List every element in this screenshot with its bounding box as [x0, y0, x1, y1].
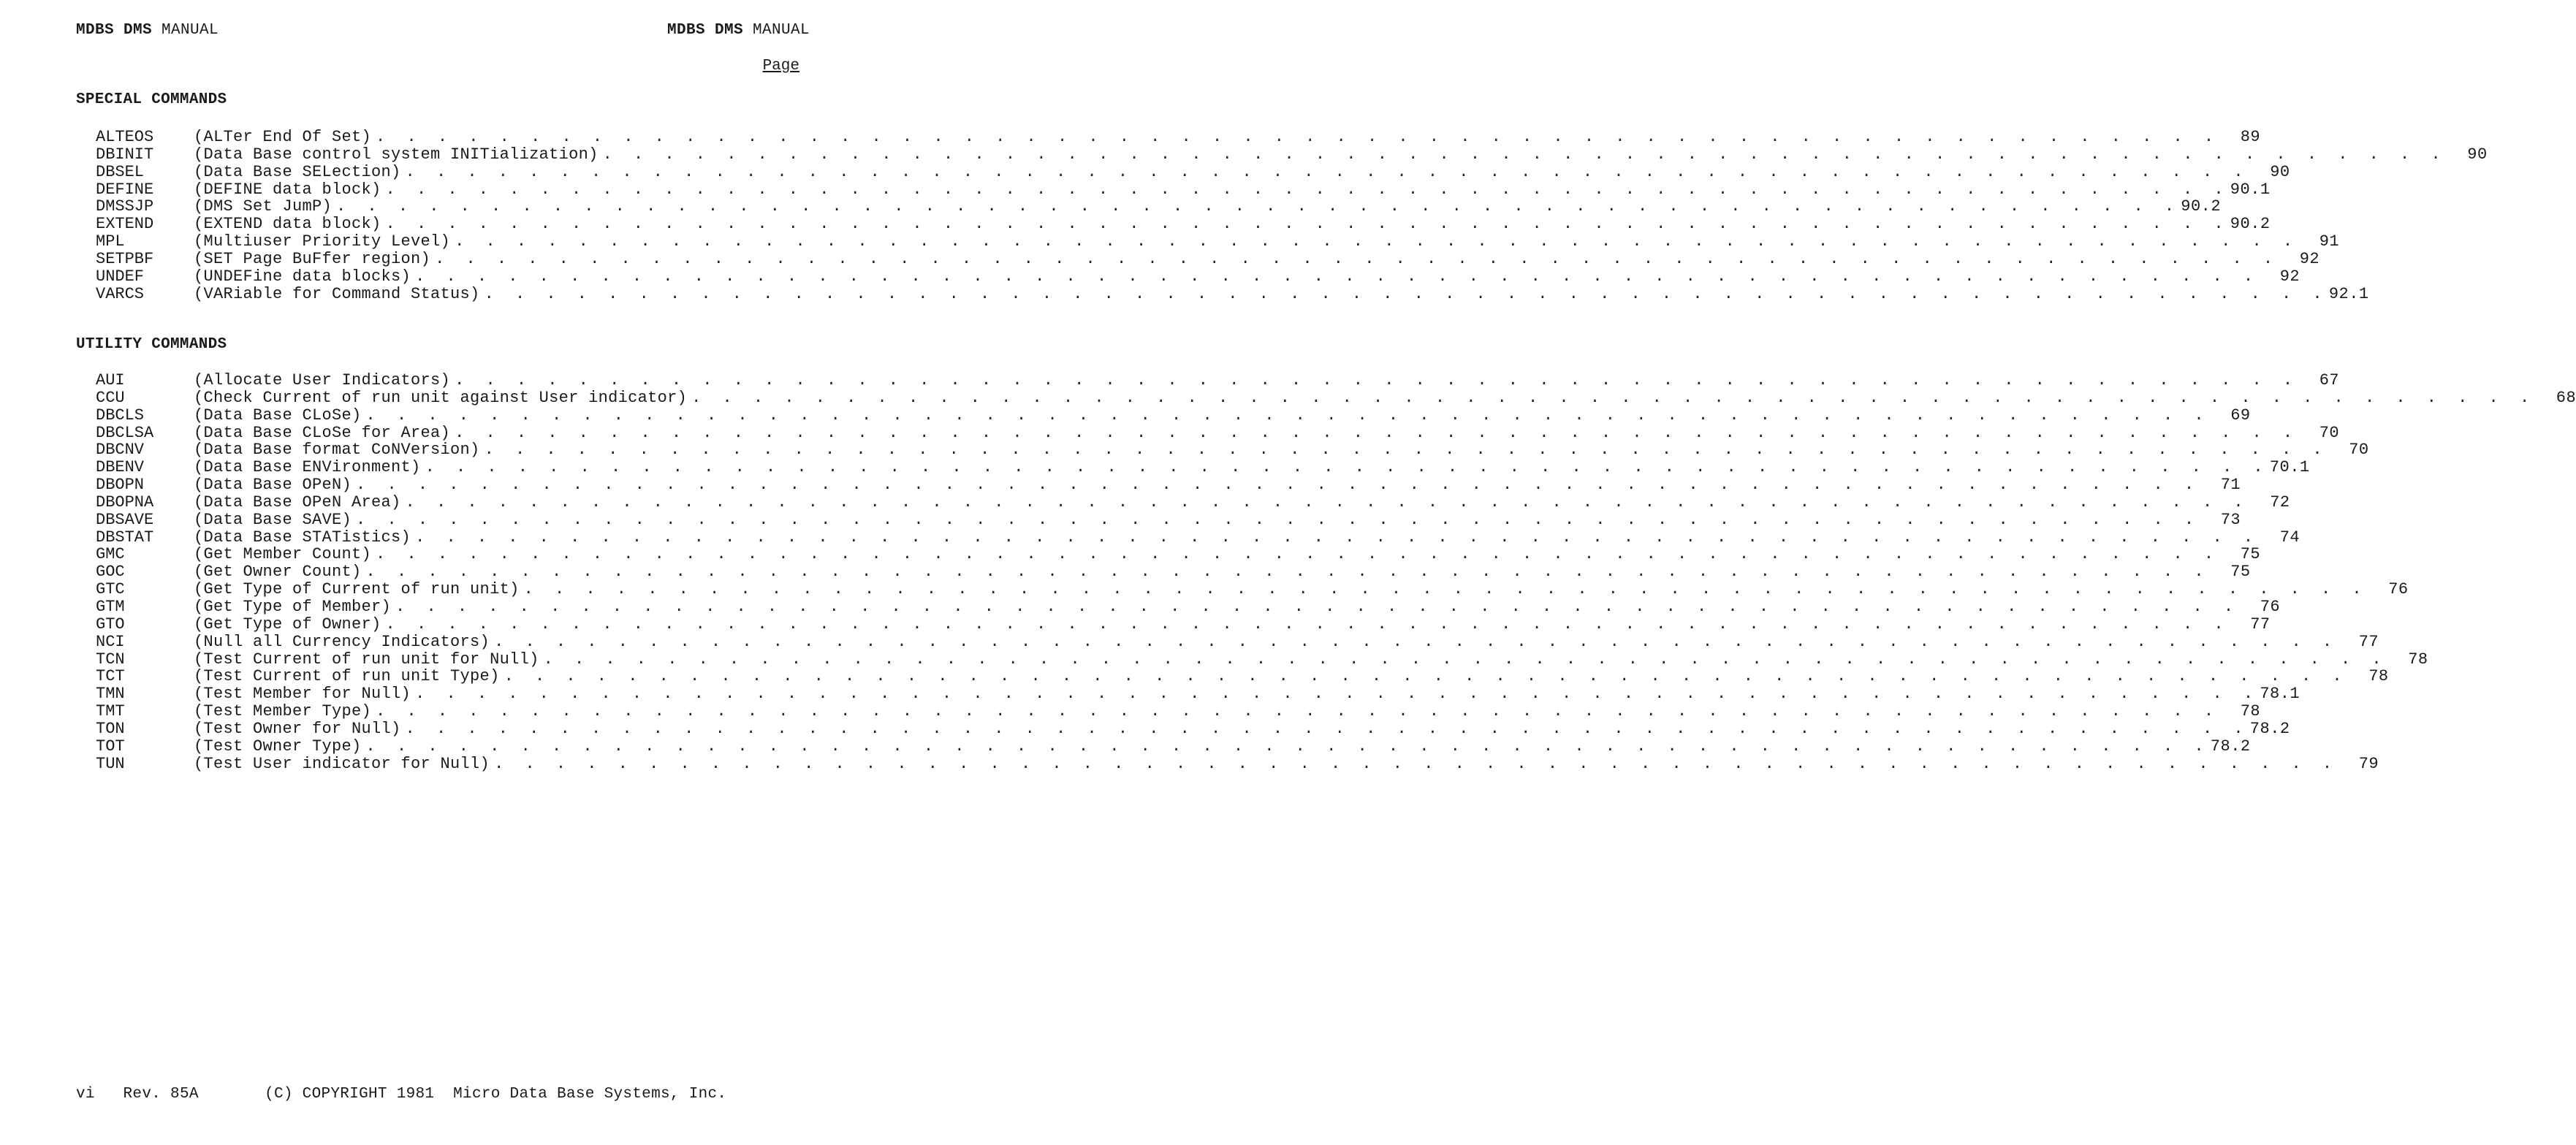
- toc-entry: [96, 284, 2369, 303]
- toc-entry: [96, 510, 2241, 529]
- toc-entry: [96, 197, 2222, 216]
- leader-dots: . . . . . . . . . . . . . . . . . . . . . . . . . . . . . . . . . . . . . . . . . . . . . . . . . . . . . . . . . . . .: [494, 632, 2338, 651]
- page-number: 69: [2230, 406, 2251, 425]
- command-name: TON: [96, 719, 125, 738]
- command-name: GTC: [96, 580, 125, 599]
- page-number: 78.1: [2260, 685, 2300, 704]
- leader-dots: . . . . . . . . . . . . . . . . . . . . . . . . . . . . . . . . . . . . . . . . . . . . . . . . . . . . . . . . . . . .: [385, 215, 2230, 234]
- page-number: 67: [2319, 371, 2340, 389]
- toc-entry: [96, 145, 2488, 164]
- toc-entry: [96, 737, 2251, 756]
- leader-dots: . . . . . . . . . . . . . . . . . . . . . . . . . . . . . . . . . . . . . . . . . . . . . . . . . . . . . . . . . . . .: [385, 615, 2230, 634]
- header-right-rest: MANUAL: [752, 22, 810, 39]
- leader-dots: . . . . . . . . . . . . . . . . . . . . . . . . . . . . . . . . . . . . . . . . . . . . . . . . . . . . . . . . . . . .: [365, 563, 2210, 582]
- leader-dots: . . . . . . . . . . . . . . . . . . . . . . . . . . . . . . . . . . . . . . . . . . . . . . . . . . . . . . . . . . . .: [365, 406, 2210, 425]
- header-right-bold: MDBS DMS: [666, 22, 743, 39]
- command-name: NCI: [96, 632, 125, 651]
- command-name: TCT: [96, 667, 125, 686]
- page-number: 76: [2260, 597, 2281, 616]
- toc-entry: [96, 215, 2271, 234]
- command-name: TMT: [96, 702, 125, 721]
- leader-dots: . . . . . . . . . . . . . . . . . . . . . . . . . . . . . . . . . . . . . . . . . . . . . . . . . . . . . . . . . . . .: [455, 232, 2299, 251]
- leader-dots: . . . . . . . . . . . . . . . . . . . . . . . . . . . . . . . . . . . . . . . . . . . . . . . . . . . . . . . . . . . .: [435, 249, 2279, 268]
- leader-dots: . . . . . . . . . . . . . . . . . . . . . . . . . . . . . . . . . . . . . . . . . . . . . . . . . . . . . . . . . . . .: [385, 180, 2230, 199]
- toc-entry: [96, 441, 2369, 460]
- leader-dots: . . . . . . . . . . . . . . . . . . . . . . . . . . . . . . . . . . . . . . . . . . . . . . . . . . . . . . . . . . . .: [365, 737, 2210, 756]
- command-name: TCN: [96, 650, 125, 669]
- footer-copyright: (C) COPYRIGHT 1981: [265, 1086, 435, 1103]
- command-description: (Get Type of Member): [194, 597, 392, 616]
- page-number: 77: [2358, 632, 2379, 651]
- command-description: (VARiable for Command Status): [194, 284, 480, 303]
- command-name: DBOPNA: [96, 492, 154, 511]
- toc-entry: [96, 667, 2389, 686]
- leader-dots: . . . . . . . . . . . . . . . . . . . . . . . . . . . . . . . . . . . . . . . . . . . . . . . . . . . . . . . . . . . .: [523, 580, 2368, 599]
- leader-dots: . . . . . . . . . . . . . . . . . . . . . . . . . . . . . . . . . . . . . . . . . . . . . . . . . . . . . . . . . . . .: [395, 597, 2240, 616]
- leader-dots: . . . . . . . . . . . . . . . . . . . . . . . . . . . . . . . . . . . . . . . . . . . . . . . . . . . . . . . . . . . .: [494, 754, 2338, 773]
- page-number: 68: [2556, 388, 2576, 407]
- command-name: GMC: [96, 545, 125, 564]
- command-description: (Data Base OPeN): [194, 476, 352, 495]
- command-name: AUI: [96, 371, 125, 389]
- command-name: ALTEOS: [96, 128, 154, 146]
- command-description: (Data Base STATistics): [194, 528, 411, 547]
- leader-dots: . . . . . . . . . . . . . . . . . . . . . . . . . . . . . . . . . . . . . . . . . . . . . . . . . . . . . . . . . . . .: [602, 145, 2447, 164]
- command-description: (UNDEFine data blocks): [194, 267, 411, 286]
- toc-entry: [96, 719, 2290, 738]
- leader-dots: . . . . . . . . . . . . . . . . . . . . . . . . . . . . . . . . . . . . . . . . . . . . . . . . . . . . . . . . . . . .: [376, 128, 2220, 146]
- command-name: GOC: [96, 563, 125, 582]
- page-number: 76: [2388, 580, 2409, 599]
- command-name: DBCLS: [96, 406, 145, 425]
- leader-dots: . . . . . . . . . . . . . . . . . . . . . . . . . . . . . . . . . . . . . . . . . . . . . . . . . . . . . . . . . . . .: [691, 388, 2536, 407]
- toc-entry: [96, 702, 2261, 721]
- header-left-rest: MANUAL: [162, 22, 219, 39]
- command-name: DBINIT: [96, 145, 154, 164]
- command-description: (Data Base control system INITialization): [194, 145, 599, 164]
- toc-entry: [96, 249, 2320, 268]
- toc-entry: [96, 388, 2576, 407]
- command-description: (EXTEND data block): [194, 215, 381, 234]
- command-description: (Get Type of Owner): [194, 615, 381, 634]
- leader-dots: . . . . . . . . . . . . . . . . . . . . . . . . . . . . . . . . . . . . . . . . . . . . . . . . . . . . . . . . . . . .: [336, 197, 2181, 216]
- page-number: 90: [2270, 162, 2290, 181]
- leader-dots: . . . . . . . . . . . . . . . . . . . . . . . . . . . . . . . . . . . . . . . . . . . . . . . . . . . . . . . . . . . .: [455, 371, 2299, 389]
- footer-company: Micro Data Base Systems, Inc.: [453, 1086, 727, 1103]
- command-description: (Data Base format CoNVersion): [194, 441, 480, 460]
- command-name: CCU: [96, 388, 125, 407]
- leader-dots: . . . . . . . . . . . . . . . . . . . . . . . . . . . . . . . . . . . . . . . . . . . . . . . . . . . . . . . . . . . .: [543, 650, 2387, 669]
- leader-dots: . . . . . . . . . . . . . . . . . . . . . . . . . . . . . . . . . . . . . . . . . . . . . . . . . . . . . . . . . . . .: [415, 528, 2260, 547]
- page-number: 91: [2319, 232, 2340, 251]
- header-left-bold: MDBS DMS: [76, 22, 153, 39]
- command-description: (Allocate User Indicators): [194, 371, 451, 389]
- footer-page-number: vi: [76, 1086, 95, 1103]
- toc-entry: [96, 545, 2261, 564]
- command-name: DMSSJP: [96, 197, 154, 216]
- footer-revision: Rev. 85A: [123, 1086, 199, 1103]
- command-description: (DMS Set JumP): [194, 197, 333, 216]
- page-number: 75: [2240, 545, 2261, 564]
- page-number: 90: [2467, 145, 2488, 164]
- toc-entry: [96, 685, 2300, 704]
- leader-dots: . . . . . . . . . . . . . . . . . . . . . . . . . . . . . . . . . . . . . . . . . . . . . . . . . . . . . . . . . . . .: [415, 267, 2260, 286]
- command-description: (Data Base OPeN Area): [194, 492, 401, 511]
- page-number: 78.2: [2210, 737, 2251, 756]
- command-name: VARCS: [96, 284, 145, 303]
- page-column-label: Page: [762, 58, 799, 75]
- special-commands-list: [96, 128, 2488, 303]
- utility-commands-list: [96, 371, 2576, 773]
- running-header-right: [667, 22, 810, 39]
- page-number: 92: [2299, 249, 2320, 268]
- toc-entry: [96, 423, 2340, 442]
- command-name: DBCLSA: [96, 423, 154, 442]
- command-description: (ALTer End Of Set): [194, 128, 372, 146]
- toc-entry: [96, 458, 2310, 477]
- page-number: 78: [2368, 667, 2389, 686]
- page-number: 90.1: [2230, 180, 2271, 199]
- leader-dots: . . . . . . . . . . . . . . . . . . . . . . . . . . . . . . . . . . . . . . . . . . . . . . . . . . . . . . . . . . . .: [425, 458, 2269, 477]
- page-number: 70: [2319, 423, 2340, 442]
- leader-dots: . . . . . . . . . . . . . . . . . . . . . . . . . . . . . . . . . . . . . . . . . . . . . . . . . . . . . . . . . . . .: [415, 685, 2260, 704]
- leader-dots: . . . . . . . . . . . . . . . . . . . . . . . . . . . . . . . . . . . . . . . . . . . . . . . . . . . . . . . . . . . .: [376, 702, 2220, 721]
- command-name: DEFINE: [96, 180, 154, 199]
- page-number: 78: [2240, 702, 2261, 721]
- leader-dots: . . . . . . . . . . . . . . . . . . . . . . . . . . . . . . . . . . . . . . . . . . . . . . . . . . . . . . . . . . . .: [376, 545, 2220, 564]
- command-description: (Test User indicator for Null): [194, 754, 490, 773]
- toc-entry: [96, 162, 2290, 181]
- command-description: (Get Type of Current of run unit): [194, 580, 520, 599]
- command-name: GTO: [96, 615, 125, 634]
- command-description: (DEFINE data block): [194, 180, 381, 199]
- command-name: DBCNV: [96, 441, 145, 460]
- toc-entry: [96, 371, 2340, 389]
- command-description: (SET Page BuFfer region): [194, 249, 431, 268]
- leader-dots: . . . . . . . . . . . . . . . . . . . . . . . . . . . . . . . . . . . . . . . . . . . . . . . . . . . . . . . . . . . .: [484, 441, 2328, 460]
- command-name: DBENV: [96, 458, 145, 477]
- page-number: 70: [2349, 441, 2369, 460]
- command-description: (Null all Currency Indicators): [194, 632, 490, 651]
- toc-entry: [96, 267, 2300, 286]
- page-footer: [76, 1086, 814, 1103]
- toc-entry: [96, 597, 2281, 616]
- command-name: GTM: [96, 597, 125, 616]
- command-description: (Test Member Type): [194, 702, 372, 721]
- leader-dots: . . . . . . . . . . . . . . . . . . . . . . . . . . . . . . . . . . . . . . . . . . . . . . . . . . . . . . . . . . . .: [405, 719, 2249, 738]
- page-number: 92.1: [2328, 284, 2369, 303]
- toc-entry: [96, 406, 2251, 425]
- page-number: 74: [2279, 528, 2300, 547]
- page-number: 90.2: [2181, 197, 2222, 216]
- page-number: 89: [2240, 128, 2261, 146]
- toc-entry: [96, 476, 2241, 495]
- leader-dots: . . . . . . . . . . . . . . . . . . . . . . . . . . . . . . . . . . . . . . . . . . . . . . . . . . . . . . . . . . . .: [356, 476, 2200, 495]
- command-description: (Get Member Count): [194, 545, 372, 564]
- page-number: 73: [2220, 510, 2241, 529]
- page-number: 77: [2250, 615, 2271, 634]
- toc-entry: [96, 492, 2290, 511]
- page-number: 90.2: [2230, 215, 2271, 234]
- toc-entry: [96, 180, 2271, 199]
- page-number: 79: [2358, 754, 2379, 773]
- leader-dots: . . . . . . . . . . . . . . . . . . . . . . . . . . . . . . . . . . . . . . . . . . . . . . . . . . . . . . . . . . . .: [405, 162, 2249, 181]
- section-title-special: SPECIAL COMMANDS: [76, 91, 227, 108]
- leader-dots: . . . . . . . . . . . . . . . . . . . . . . . . . . . . . . . . . . . . . . . . . . . . . . . . . . . . . . . . . . . .: [484, 284, 2328, 303]
- section-title-utility: UTILITY COMMANDS: [76, 336, 227, 353]
- page-number: 78.2: [2249, 719, 2290, 738]
- command-name: DBSTAT: [96, 528, 154, 547]
- command-name: TUN: [96, 754, 125, 773]
- command-name: UNDEF: [96, 267, 145, 286]
- command-name: MPL: [96, 232, 125, 251]
- toc-entry: [96, 580, 2409, 599]
- command-description: (Data Base ENVironment): [194, 458, 421, 477]
- command-description: (Multiuser Priority Level): [194, 232, 451, 251]
- command-name: DBSAVE: [96, 510, 154, 529]
- toc-entry: [96, 528, 2300, 547]
- command-description: (Test Owner for Null): [194, 719, 401, 738]
- toc-entry: [96, 754, 2379, 773]
- toc-entry: [96, 232, 2340, 251]
- page-number: 92: [2279, 267, 2300, 286]
- toc-entry: [96, 650, 2428, 669]
- command-description: (Data Base SELection): [194, 162, 401, 181]
- command-description: (Data Base CLoSe): [194, 406, 362, 425]
- toc-entry: [96, 563, 2251, 582]
- page-number: 70.1: [2269, 458, 2310, 477]
- page-number: 78: [2408, 650, 2428, 669]
- page-number: 71: [2220, 476, 2241, 495]
- leader-dots: . . . . . . . . . . . . . . . . . . . . . . . . . . . . . . . . . . . . . . . . . . . . . . . . . . . . . . . . . . . .: [356, 510, 2200, 529]
- command-name: TOT: [96, 737, 125, 756]
- command-description: (Test Current of run unit Type): [194, 667, 500, 686]
- toc-entry: [96, 128, 2261, 146]
- command-description: (Check Current of run unit against User indicator): [194, 388, 688, 407]
- page-number: 75: [2230, 563, 2251, 582]
- toc-entry: [96, 615, 2271, 634]
- command-name: TMN: [96, 685, 125, 704]
- command-description: (Test Owner Type): [194, 737, 362, 756]
- command-description: (Test Member for Null): [194, 685, 411, 704]
- command-description: (Data Base CLoSe for Area): [194, 423, 451, 442]
- command-description: (Get Owner Count): [194, 563, 362, 582]
- command-name: SETPBF: [96, 249, 154, 268]
- command-name: EXTEND: [96, 215, 154, 234]
- running-header-left: [76, 22, 219, 39]
- command-name: DBOPN: [96, 476, 145, 495]
- leader-dots: . . . . . . . . . . . . . . . . . . . . . . . . . . . . . . . . . . . . . . . . . . . . . . . . . . . . . . . . . . . .: [504, 667, 2348, 686]
- leader-dots: . . . . . . . . . . . . . . . . . . . . . . . . . . . . . . . . . . . . . . . . . . . . . . . . . . . . . . . . . . . .: [405, 492, 2249, 511]
- page-number: 72: [2270, 492, 2290, 511]
- command-description: (Test Current of run unit for Null): [194, 650, 539, 669]
- command-name: DBSEL: [96, 162, 145, 181]
- toc-entry: [96, 632, 2379, 651]
- leader-dots: . . . . . . . . . . . . . . . . . . . . . . . . . . . . . . . . . . . . . . . . . . . . . . . . . . . . . . . . . . . .: [455, 423, 2299, 442]
- command-description: (Data Base SAVE): [194, 510, 352, 529]
